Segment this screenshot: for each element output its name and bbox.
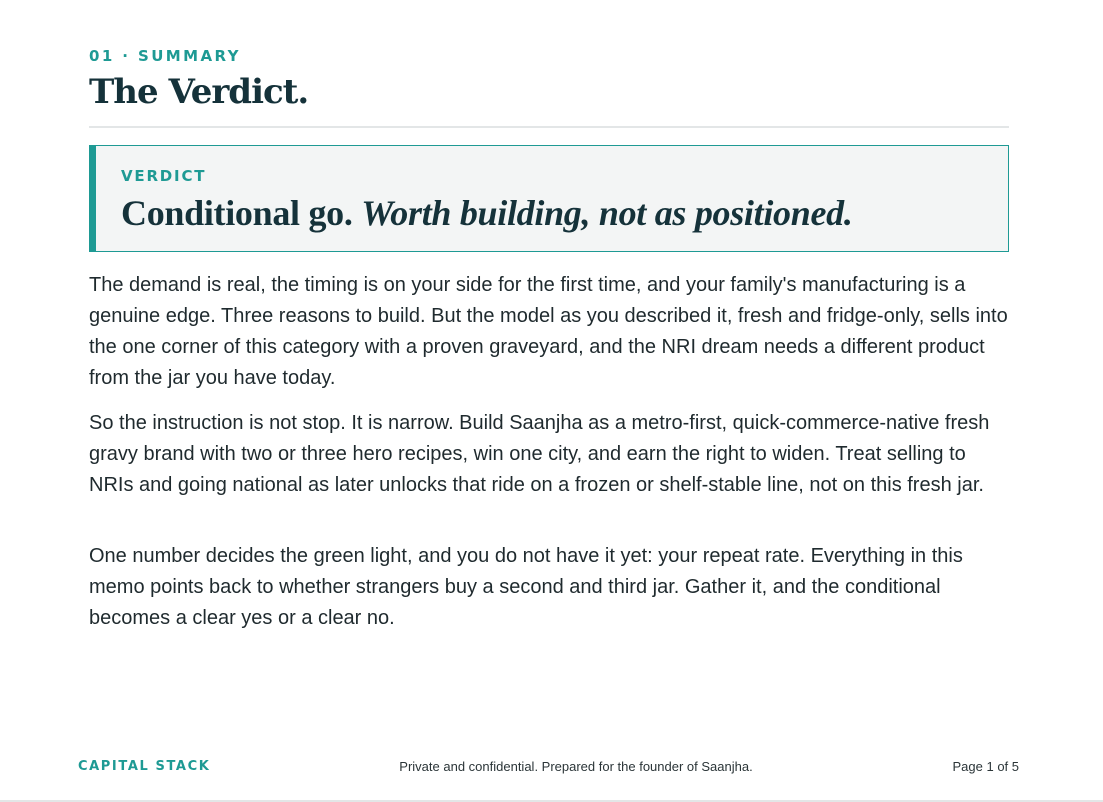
verdict-headline — [121, 192, 853, 234]
body-paragraph-2: So the instruction is not stop. It is narrow. Build Saanjha as a metro-first, quick-commerce-native fresh gravy brand with two or three hero recipes, win one city, and earn the right to widen. Treat selling to NRIs and going national as later unlocks that ride on a frozen or shelf-stable line, not on this fresh jar. — [89, 412, 990, 496]
footer-page-number: Page 1 of 5 — [952, 759, 1019, 774]
verdict-callout — [89, 145, 1009, 252]
verdict-headline-lead: Conditional go. — [121, 193, 353, 233]
verdict-headline-tail: Worth building, not as positioned. — [361, 193, 853, 233]
body-paragraph-3: One number decides the green light, and you do not have it yet: your repeat rate. Everything in this memo points back to whether strangers buy a second and third jar. Gather it, and the conditional becomes a clear yes or a clear no. — [89, 545, 963, 629]
body-paragraph-1: The demand is real, the timing is on your side for the first time, and your family's manufacturing is a genuine edge. Three reasons to build. But the model as you described it, fresh and fridge-only, sells into the one corner of this category with a proven graveyard, and the NRI dream needs a different product from the jar you have today. — [89, 274, 1008, 389]
title-divider — [89, 126, 1009, 128]
footer-confidentiality-note: Private and confidential. Prepared for the founder of Saanjha. — [399, 759, 753, 774]
page-title: The Verdict. — [89, 72, 309, 112]
footer-brand: CAPITAL STACK — [78, 759, 211, 774]
verdict-label: VERDICT — [121, 167, 207, 185]
section-label: 01 · SUMMARY — [89, 47, 241, 65]
